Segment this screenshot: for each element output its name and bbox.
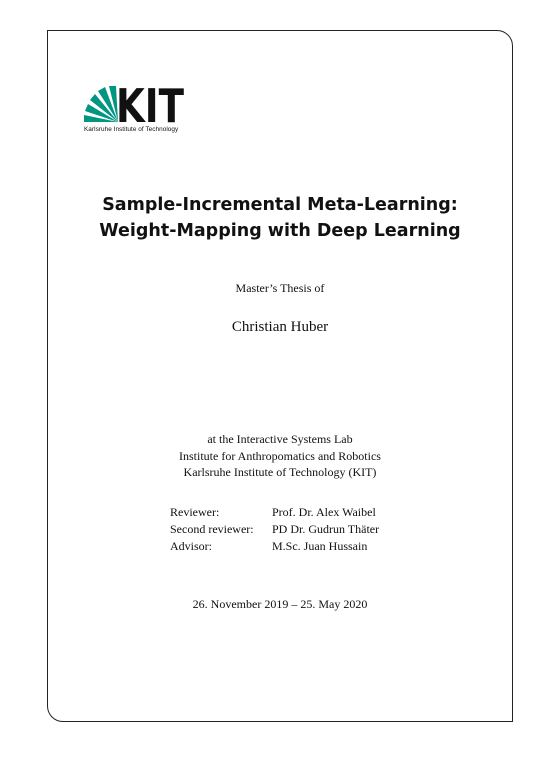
affiliation-line-2: Institute for Anthropomatics and Robotics [179,448,381,463]
advisor-row [170,538,379,555]
thesis-period: 26. November 2019 – 25. May 2020 [192,597,368,611]
thesis-type: Master’s Thesis of [235,281,325,295]
author-name: Christian Huber [231,319,329,335]
kit-wordmark: KIT [116,86,185,124]
affiliation-line-3: Karlsruhe Institute of Technology (KIT) [183,465,377,479]
affiliation [47,431,513,481]
thesis-title [47,192,513,244]
kit-logo-graphic [84,86,186,124]
reviewer-row [170,504,379,521]
reviewer-name: Prof. Dr. Alex Waibel [272,505,376,519]
advisor-name: M.Sc. Juan Hussain [272,539,368,553]
supervisors-list [170,504,379,555]
second-reviewer-row [170,521,379,538]
kit-logo [84,86,194,136]
affiliation-line-1: at the Interactive Systems Lab [207,432,353,446]
kit-logo-caption: Karlsruhe Institute of Technology [84,126,179,133]
second-reviewer-name: PD Dr. Gudrun Thäter [272,522,380,536]
advisor-label: Advisor: [170,539,212,553]
kit-fan-icon [84,86,118,122]
second-reviewer-label: Second reviewer: [170,522,254,536]
thesis-title-line-1: Sample-Incremental Meta-Learning: [102,195,458,215]
reviewer-label: Reviewer: [170,505,220,519]
thesis-title-line-2: Weight-Mapping with Deep Learning [99,221,461,241]
